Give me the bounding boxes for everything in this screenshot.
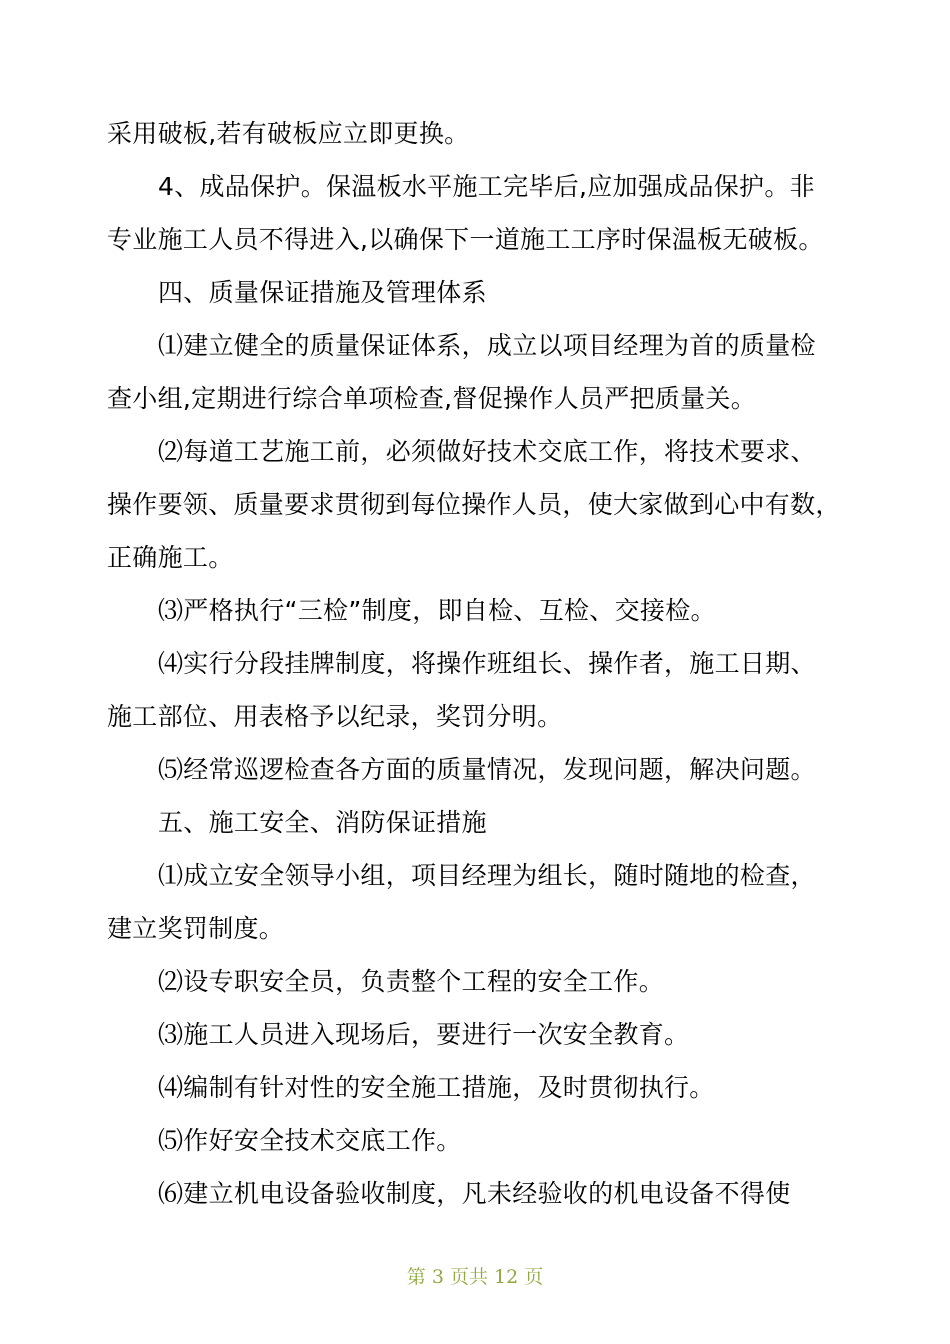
text-line: 操作要领、质量要求贯彻到每位操作人员，使大家做到心中有数， xyxy=(107,490,841,519)
page-number-footer: 第 3 页共 12 页 xyxy=(406,1266,544,1288)
text-line: ⑶施工人员进入现场后，要进行一次安全教育。 xyxy=(158,1020,690,1049)
text-line: ⑸作好安全技术交底工作。 xyxy=(158,1126,462,1155)
text-line: ⑷编制有针对性的安全施工措施，及时贯彻执行。 xyxy=(158,1073,715,1102)
text-line: 正确施工。 xyxy=(107,543,234,572)
section-heading: 五、施工安全、消防保证措施 xyxy=(158,808,487,837)
text-line: 采用破板,若有破板应立即更换。 xyxy=(107,119,470,148)
text-line: ⑶严格执行“三检”制度，即自检、互检、交接检。 xyxy=(158,596,716,625)
text-line: 查小组,定期进行综合单项检查,督促操作人员严把质量关。 xyxy=(107,384,756,413)
text-line: ⑵每道工艺施工前，必须做好技术交底工作，将技术要求、 xyxy=(158,437,816,466)
text-line: 建立奖罚制度。 xyxy=(107,914,285,943)
section-heading: 四、质量保证措施及管理体系 xyxy=(158,278,487,307)
text-line: 施工部位、用表格予以纪录，奖罚分明。 xyxy=(107,702,563,731)
text-line: ⑹建立机电设备验收制度，凡未经验收的机电设备不得使 xyxy=(158,1179,791,1208)
text-line: ⑸经常巡逻检查各方面的质量情况，发现问题，解决问题。 xyxy=(158,755,816,784)
text-line: 专业施工人员不得进入,以确保下一道施工工序时保温板无破板。 xyxy=(107,225,824,254)
text-line: 4、成品保护。保温板水平施工完毕后,应加强成品保护。非 xyxy=(158,172,815,201)
text-line: ⑴成立安全领导小组，项目经理为组长，随时随地的检查， xyxy=(158,861,816,890)
text-line: ⑵设专职安全员，负责整个工程的安全工作。 xyxy=(158,967,665,996)
text-line: ⑷实行分段挂牌制度，将操作班组长、操作者，施工日期、 xyxy=(158,649,816,678)
text-line: ⑴建立健全的质量保证体系，成立以项目经理为首的质量检 xyxy=(158,331,816,360)
